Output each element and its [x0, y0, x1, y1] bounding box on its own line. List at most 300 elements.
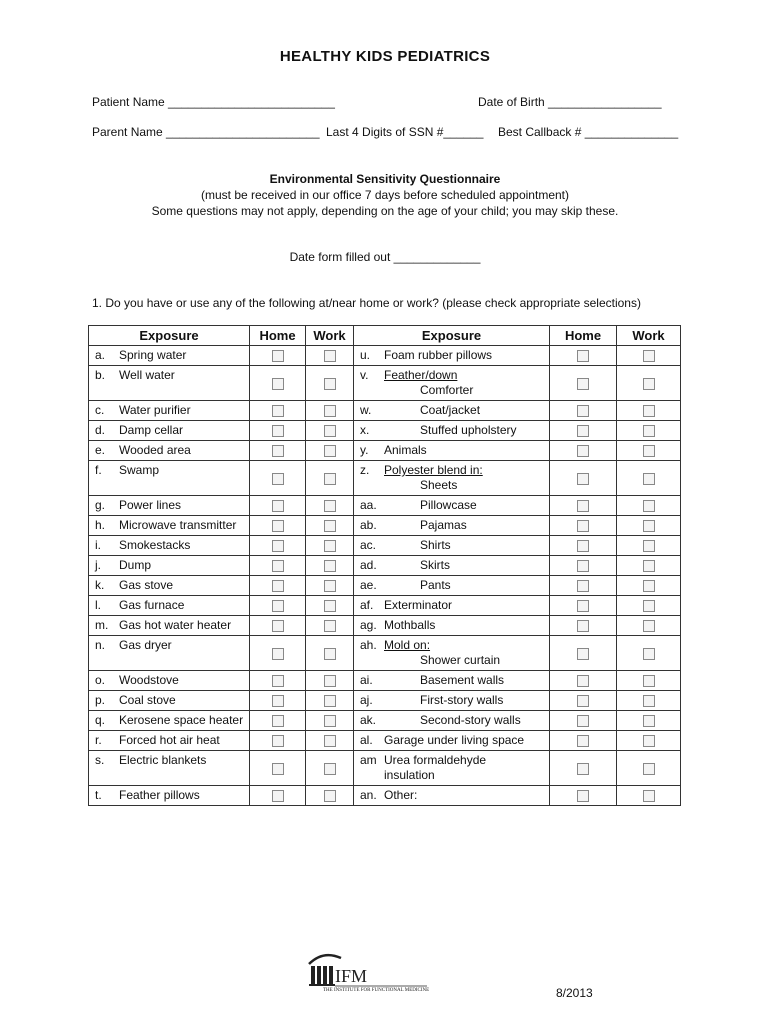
home-checkbox[interactable] — [577, 425, 589, 437]
work-cell — [306, 671, 354, 691]
left-exposure-cell — [89, 346, 250, 366]
item-label: Dump — [119, 558, 152, 572]
right-exposure-cell — [354, 366, 550, 401]
right-exposure-cell — [354, 671, 550, 691]
work-checkbox[interactable] — [643, 500, 655, 512]
item-label: Basement walls — [420, 673, 505, 687]
work-checkbox[interactable] — [643, 473, 655, 485]
home-checkbox[interactable] — [272, 350, 284, 362]
item-label: Gas furnace — [119, 598, 185, 612]
work-checkbox[interactable] — [324, 500, 336, 512]
table-header-row — [89, 326, 681, 346]
home-cell — [250, 711, 306, 731]
item-letter: s. — [95, 753, 105, 767]
work-checkbox[interactable] — [324, 763, 336, 775]
table-row — [89, 671, 681, 691]
home-checkbox[interactable] — [272, 695, 284, 707]
right-exposure-cell — [354, 461, 550, 496]
home-cell — [250, 671, 306, 691]
work-cell — [306, 731, 354, 751]
item-letter: j. — [95, 558, 101, 572]
item-letter: r. — [95, 733, 102, 747]
work-checkbox[interactable] — [643, 675, 655, 687]
home-checkbox[interactable] — [272, 763, 284, 775]
work-cell — [306, 751, 354, 786]
home-checkbox[interactable] — [272, 790, 284, 802]
work-checkbox[interactable] — [324, 695, 336, 707]
table-row — [89, 346, 681, 366]
home-cell — [550, 576, 617, 596]
exposure-table — [88, 325, 681, 806]
item-label: Polyester blend in: — [384, 463, 483, 477]
table-row — [89, 576, 681, 596]
home-cell — [550, 461, 617, 496]
work-cell — [306, 786, 354, 806]
item-label: Wooded area — [119, 443, 191, 457]
question-1: 1. Do you have or use any of the following at/near home or work? (please check appropriate selections) — [92, 296, 641, 310]
item-label: Water purifier — [119, 403, 191, 417]
ssn-field[interactable]: Last 4 Digits of SSN #______ — [326, 125, 484, 139]
left-exposure-cell — [89, 556, 250, 576]
home-checkbox[interactable] — [577, 790, 589, 802]
home-checkbox[interactable] — [272, 580, 284, 592]
right-exposure-cell — [354, 441, 550, 461]
home-cell — [250, 691, 306, 711]
table-row — [89, 536, 681, 556]
home-checkbox[interactable] — [577, 735, 589, 747]
work-checkbox[interactable] — [324, 715, 336, 727]
home-checkbox[interactable] — [272, 473, 284, 485]
ifm-logo — [305, 950, 435, 997]
home-cell — [550, 346, 617, 366]
work-checkbox[interactable] — [324, 405, 336, 417]
item-label: Power lines — [119, 498, 182, 512]
work-cell — [306, 346, 354, 366]
work-checkbox[interactable] — [643, 540, 655, 552]
home-checkbox[interactable] — [272, 600, 284, 612]
item-label: Electric blankets — [119, 753, 207, 767]
page-title: HEALTHY KIDS PEDIATRICS — [279, 48, 491, 65]
left-exposure-cell — [89, 731, 250, 751]
work-checkbox[interactable] — [324, 675, 336, 687]
home-cell — [250, 576, 306, 596]
home-checkbox[interactable] — [272, 445, 284, 457]
table-row — [89, 636, 681, 671]
item-label: Woodstove — [119, 673, 179, 687]
right-exposure-cell — [354, 556, 550, 576]
item-letter: c. — [95, 403, 105, 417]
footer-date: 8/2013 — [556, 986, 593, 1000]
item-label: Animals — [384, 443, 427, 457]
work-checkbox[interactable] — [643, 695, 655, 707]
item-letter: b. — [95, 368, 106, 382]
left-exposure-cell — [89, 691, 250, 711]
item-letter: a. — [95, 348, 106, 362]
home-checkbox[interactable] — [272, 560, 284, 572]
work-cell — [617, 496, 681, 516]
item-label: Pajamas — [420, 518, 467, 532]
work-checkbox[interactable] — [643, 790, 655, 802]
right-exposure-cell — [354, 536, 550, 556]
home-cell — [550, 516, 617, 536]
home-checkbox[interactable] — [577, 648, 589, 660]
item-letter: k. — [95, 578, 105, 592]
home-cell — [550, 731, 617, 751]
item-sublabel: Shower curtain — [420, 653, 501, 667]
item-letter: g. — [95, 498, 106, 512]
questionnaire-title: Environmental Sensitivity Questionnaire — [269, 172, 501, 186]
item-letter: t. — [95, 788, 102, 802]
left-exposure-cell — [89, 786, 250, 806]
item-letter: l. — [95, 598, 101, 612]
home-checkbox[interactable] — [577, 560, 589, 572]
work-cell — [306, 461, 354, 496]
work-cell — [617, 346, 681, 366]
item-label: Swamp — [119, 463, 160, 477]
item-letter: ag. — [360, 618, 377, 632]
home-checkbox[interactable] — [577, 695, 589, 707]
work-cell — [617, 401, 681, 421]
logo-subtext: THE INSTITUTE FOR FUNCTIONAL MEDICINE — [323, 988, 430, 992]
home-cell — [250, 401, 306, 421]
work-checkbox[interactable] — [324, 445, 336, 457]
table-row — [89, 516, 681, 536]
item-letter: w. — [360, 403, 372, 417]
work-cell — [617, 711, 681, 731]
item-letter: o. — [95, 673, 106, 687]
item-label: Feather/down — [384, 368, 458, 382]
item-label: Mothballs — [384, 618, 436, 632]
work-checkbox[interactable] — [324, 473, 336, 485]
table-row — [89, 616, 681, 636]
patient-name-field[interactable]: Patient Name _________________________ — [92, 95, 335, 109]
work-cell — [306, 496, 354, 516]
home-cell — [550, 366, 617, 401]
home-checkbox[interactable] — [272, 520, 284, 532]
item-letter: i. — [95, 538, 101, 552]
right-exposure-cell — [354, 636, 550, 671]
table-row — [89, 421, 681, 441]
work-checkbox[interactable] — [324, 620, 336, 632]
work-cell — [306, 516, 354, 536]
home-checkbox[interactable] — [272, 715, 284, 727]
left-exposure-cell — [89, 461, 250, 496]
table-row — [89, 786, 681, 806]
home-cell — [550, 496, 617, 516]
home-checkbox[interactable] — [577, 405, 589, 417]
table-row — [89, 596, 681, 616]
item-letter: af. — [360, 598, 374, 612]
home-checkbox[interactable] — [272, 648, 284, 660]
home-cell — [250, 596, 306, 616]
item-letter: ac. — [360, 538, 377, 552]
work-cell — [306, 441, 354, 461]
work-cell — [306, 576, 354, 596]
left-exposure-cell — [89, 496, 250, 516]
home-checkbox[interactable] — [577, 350, 589, 362]
work-cell — [617, 516, 681, 536]
home-cell — [250, 421, 306, 441]
left-exposure-cell — [89, 516, 250, 536]
item-label: Shirts — [420, 538, 451, 552]
work-checkbox[interactable] — [643, 648, 655, 660]
left-exposure-cell — [89, 366, 250, 401]
item-letter: p. — [95, 693, 106, 707]
work-checkbox[interactable] — [643, 735, 655, 747]
left-exposure-cell — [89, 711, 250, 731]
item-label: Gas stove — [119, 578, 174, 592]
home-cell — [250, 346, 306, 366]
home-cell — [550, 596, 617, 616]
home-checkbox[interactable] — [577, 540, 589, 552]
home-checkbox[interactable] — [577, 445, 589, 457]
home-cell — [250, 636, 306, 671]
home-cell — [250, 516, 306, 536]
work-checkbox[interactable] — [643, 378, 655, 390]
item-letter: h. — [95, 518, 106, 532]
work-cell — [306, 536, 354, 556]
home-cell — [550, 556, 617, 576]
home-checkbox[interactable] — [272, 378, 284, 390]
home-cell — [550, 671, 617, 691]
home-cell — [250, 536, 306, 556]
left-exposure-cell — [89, 671, 250, 691]
home-checkbox[interactable] — [272, 540, 284, 552]
exposure-header-left: Exposure — [89, 326, 250, 346]
work-cell — [306, 711, 354, 731]
home-checkbox[interactable] — [577, 580, 589, 592]
item-letter: ae. — [360, 578, 377, 592]
work-checkbox[interactable] — [324, 425, 336, 437]
item-letter: y. — [360, 443, 369, 457]
home-checkbox[interactable] — [577, 520, 589, 532]
item-letter: f. — [95, 463, 102, 477]
work-checkbox[interactable] — [643, 445, 655, 457]
right-exposure-cell — [354, 596, 550, 616]
left-exposure-cell — [89, 401, 250, 421]
work-checkbox[interactable] — [643, 715, 655, 727]
item-label: Second-story walls — [420, 713, 521, 727]
home-checkbox[interactable] — [577, 675, 589, 687]
left-exposure-cell — [89, 636, 250, 671]
parent-name-field[interactable]: Parent Name _______________________ — [92, 125, 320, 139]
item-letter: aa. — [360, 498, 377, 512]
item-label: Coal stove — [119, 693, 176, 707]
work-checkbox[interactable] — [324, 560, 336, 572]
item-label: Well water — [119, 368, 175, 382]
work-cell — [617, 576, 681, 596]
item-label: Exterminator — [384, 598, 453, 612]
item-label: Garage under living space — [384, 733, 525, 747]
item-letter: ad. — [360, 558, 377, 572]
item-label: Smokestacks — [119, 538, 191, 552]
item-label: Skirts — [420, 558, 450, 572]
work-cell — [306, 596, 354, 616]
item-letter: aj. — [360, 693, 373, 707]
work-cell — [617, 691, 681, 711]
item-label: Gas dryer — [119, 638, 172, 652]
work-cell — [617, 636, 681, 671]
home-cell — [550, 786, 617, 806]
item-label: Mold on: — [384, 638, 431, 652]
item-sublabel: insulation — [384, 768, 435, 782]
home-cell — [250, 461, 306, 496]
home-checkbox[interactable] — [577, 715, 589, 727]
right-exposure-cell — [354, 691, 550, 711]
table-row — [89, 441, 681, 461]
item-letter: e. — [95, 443, 106, 457]
table-row — [89, 751, 681, 786]
work-checkbox[interactable] — [643, 520, 655, 532]
home-cell — [250, 556, 306, 576]
left-exposure-cell — [89, 616, 250, 636]
right-exposure-cell — [354, 711, 550, 731]
right-exposure-cell — [354, 496, 550, 516]
home-checkbox[interactable] — [272, 620, 284, 632]
work-checkbox[interactable] — [324, 735, 336, 747]
date-filled-field[interactable]: Date form filled out _____________ — [289, 250, 481, 264]
home-checkbox[interactable] — [577, 600, 589, 612]
home-checkbox[interactable] — [272, 735, 284, 747]
item-letter: v. — [360, 368, 369, 382]
item-sublabel: Comforter — [420, 383, 474, 397]
item-label: Microwave transmitter — [119, 518, 237, 532]
work-cell — [306, 556, 354, 576]
work-checkbox[interactable] — [324, 350, 336, 362]
work-checkbox[interactable] — [324, 520, 336, 532]
item-label: Pants — [420, 578, 451, 592]
item-letter: n. — [95, 638, 106, 652]
work-cell — [306, 616, 354, 636]
work-cell — [306, 691, 354, 711]
work-checkbox[interactable] — [324, 580, 336, 592]
home-checkbox[interactable] — [272, 675, 284, 687]
item-letter: am — [360, 753, 377, 767]
work-checkbox[interactable] — [643, 620, 655, 632]
work-checkbox[interactable] — [324, 600, 336, 612]
work-cell — [617, 421, 681, 441]
item-label: Gas hot water heater — [119, 618, 232, 632]
home-checkbox[interactable] — [577, 763, 589, 775]
work-checkbox[interactable] — [643, 350, 655, 362]
item-letter: x. — [360, 423, 370, 437]
item-letter: z. — [360, 463, 370, 477]
right-exposure-cell — [354, 401, 550, 421]
age-notice: Some questions may not apply, depending on the age of your child; you may skip these. — [151, 204, 619, 218]
work-cell — [617, 536, 681, 556]
right-exposure-cell — [354, 786, 550, 806]
home-cell — [250, 731, 306, 751]
item-label: Urea formaldehyde — [384, 753, 487, 767]
work-cell — [617, 616, 681, 636]
home-checkbox[interactable] — [272, 425, 284, 437]
home-checkbox[interactable] — [577, 378, 589, 390]
home-cell — [550, 636, 617, 671]
home-checkbox[interactable] — [272, 500, 284, 512]
ifm-logo-graphic — [305, 950, 435, 992]
item-label: Spring water — [119, 348, 187, 362]
exposure-header-right: Exposure — [354, 326, 550, 346]
work-cell — [617, 671, 681, 691]
home-checkbox[interactable] — [272, 405, 284, 417]
home-header-right: Home — [550, 326, 617, 346]
table-row — [89, 711, 681, 731]
right-exposure-cell — [354, 516, 550, 536]
work-cell — [306, 401, 354, 421]
table-row — [89, 496, 681, 516]
right-exposure-cell — [354, 616, 550, 636]
work-cell — [617, 596, 681, 616]
right-exposure-cell — [354, 346, 550, 366]
work-checkbox[interactable] — [643, 425, 655, 437]
work-checkbox[interactable] — [324, 648, 336, 660]
table-row — [89, 461, 681, 496]
work-checkbox[interactable] — [324, 790, 336, 802]
left-exposure-cell — [89, 596, 250, 616]
home-cell — [550, 401, 617, 421]
left-exposure-cell — [89, 421, 250, 441]
home-cell — [550, 421, 617, 441]
item-letter: q. — [95, 713, 106, 727]
home-cell — [250, 616, 306, 636]
item-letter: an. — [360, 788, 377, 802]
date-of-birth-field[interactable]: Date of Birth _________________ — [478, 95, 662, 109]
work-cell — [617, 556, 681, 576]
work-cell — [617, 731, 681, 751]
item-letter: ah. — [360, 638, 377, 652]
work-cell — [617, 786, 681, 806]
item-label: Other: — [384, 788, 418, 802]
best-callback-field[interactable]: Best Callback # ______________ — [498, 125, 679, 139]
work-checkbox[interactable] — [324, 540, 336, 552]
item-label: First-story walls — [420, 693, 504, 707]
work-checkbox[interactable] — [643, 763, 655, 775]
item-letter: m. — [95, 618, 109, 632]
work-header-left: Work — [306, 326, 354, 346]
work-checkbox[interactable] — [324, 378, 336, 390]
table-row — [89, 731, 681, 751]
item-label: Feather pillows — [119, 788, 200, 802]
work-cell — [617, 461, 681, 496]
item-label: Kerosene space heater — [119, 713, 244, 727]
home-cell — [250, 366, 306, 401]
home-cell — [250, 786, 306, 806]
home-cell — [250, 751, 306, 786]
work-header-right: Work — [617, 326, 681, 346]
home-checkbox[interactable] — [577, 473, 589, 485]
left-exposure-cell — [89, 576, 250, 596]
right-exposure-cell — [354, 731, 550, 751]
home-checkbox[interactable] — [577, 500, 589, 512]
right-exposure-cell — [354, 576, 550, 596]
work-checkbox[interactable] — [643, 405, 655, 417]
home-cell — [250, 441, 306, 461]
home-cell — [550, 751, 617, 786]
home-cell — [550, 441, 617, 461]
home-cell — [550, 711, 617, 731]
left-exposure-cell — [89, 441, 250, 461]
logo-text: IFM — [335, 966, 368, 986]
work-checkbox[interactable] — [643, 580, 655, 592]
item-letter: ab. — [360, 518, 377, 532]
home-cell — [250, 496, 306, 516]
table-row — [89, 366, 681, 401]
work-cell — [617, 366, 681, 401]
work-checkbox[interactable] — [643, 600, 655, 612]
item-label: Foam rubber pillows — [384, 348, 493, 362]
home-checkbox[interactable] — [577, 620, 589, 632]
work-checkbox[interactable] — [643, 560, 655, 572]
